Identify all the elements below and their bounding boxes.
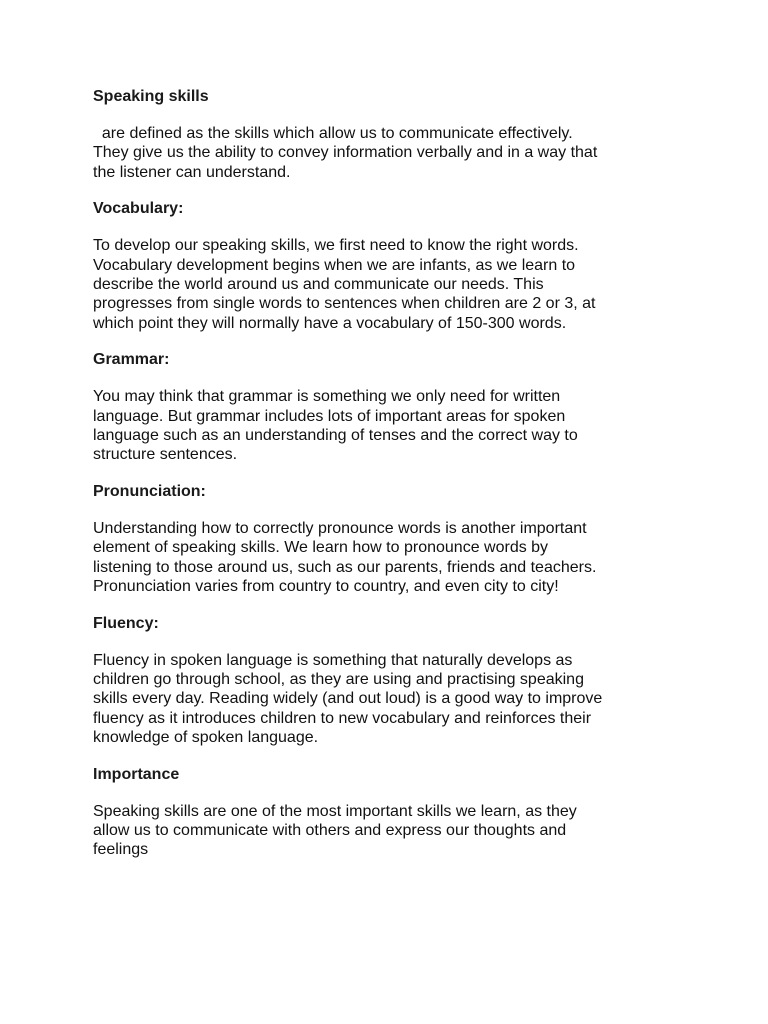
section-heading: Vocabulary: bbox=[93, 200, 184, 218]
section-heading: Pronunciation: bbox=[93, 482, 206, 500]
section-heading: Importance bbox=[93, 765, 180, 783]
paragraph-line: which point they will normally have a vocabulary of 150-300 words. bbox=[93, 314, 567, 332]
paragraph-line: element of speaking skills. We learn how to pronounce words by bbox=[93, 539, 549, 557]
section-paragraph bbox=[93, 236, 678, 333]
paragraph-line: allow us to communicate with others and express our thoughts and bbox=[93, 821, 567, 839]
paragraph-line: listening to those around us, such as our parents, friends and teachers. bbox=[93, 558, 597, 576]
paragraph-line: Understanding how to correctly pronounce words is another important bbox=[93, 519, 587, 537]
section-vocabulary bbox=[93, 199, 678, 333]
paragraph-line: describe the world around us and communicate our needs. This bbox=[93, 276, 544, 294]
paragraph-line: the listener can understand. bbox=[93, 163, 291, 181]
section-heading: Speaking skills bbox=[93, 88, 209, 105]
section-speaking-skills bbox=[93, 87, 678, 182]
paragraph-line: language such as an understanding of tenses and the correct way to bbox=[93, 427, 578, 445]
paragraph-line: skills every day. Reading widely (and out loud) is a good way to improve bbox=[93, 690, 603, 708]
section-paragraph bbox=[93, 519, 678, 597]
paragraph-line: children go through school, as they are using and practising speaking bbox=[93, 670, 584, 688]
section-heading: Grammar: bbox=[93, 351, 170, 369]
paragraph-line: Vocabulary development begins when we are infants, as we learn to bbox=[93, 256, 576, 274]
section-importance bbox=[93, 765, 678, 860]
paragraph-line: Fluency in spoken language is something that naturally develops as bbox=[93, 651, 573, 669]
section-heading: Fluency: bbox=[93, 614, 159, 632]
section-paragraph bbox=[93, 802, 678, 860]
section-paragraph bbox=[93, 387, 678, 465]
section-paragraph bbox=[93, 124, 678, 182]
section-pronunciation bbox=[93, 482, 678, 597]
paragraph-line: are defined as the skills which allow us to communicate effectively. bbox=[93, 125, 573, 142]
paragraph-line: fluency as it introduces children to new vocabulary and reinforces their bbox=[93, 709, 592, 727]
paragraph-line: feelings bbox=[93, 841, 149, 859]
section-grammar bbox=[93, 350, 678, 465]
document-body bbox=[93, 87, 678, 877]
paragraph-line: structure sentences. bbox=[93, 446, 238, 464]
paragraph-line: knowledge of spoken language. bbox=[93, 729, 319, 747]
paragraph-line: They give us the ability to convey information verbally and in a way that bbox=[93, 144, 598, 162]
section-fluency bbox=[93, 614, 678, 748]
paragraph-line: progresses from single words to sentences when children are 2 or 3, at bbox=[93, 295, 596, 313]
paragraph-line: To develop our speaking skills, we first need to know the right words. bbox=[93, 237, 579, 255]
paragraph-line: language. But grammar includes lots of important areas for spoken bbox=[93, 407, 566, 425]
paragraph-line: You may think that grammar is something we only need for written bbox=[93, 388, 561, 406]
paragraph-line: Pronunciation varies from country to country, and even city to city! bbox=[93, 578, 559, 596]
section-paragraph bbox=[93, 651, 678, 748]
paragraph-line: Speaking skills are one of the most important skills we learn, as they bbox=[93, 802, 577, 820]
